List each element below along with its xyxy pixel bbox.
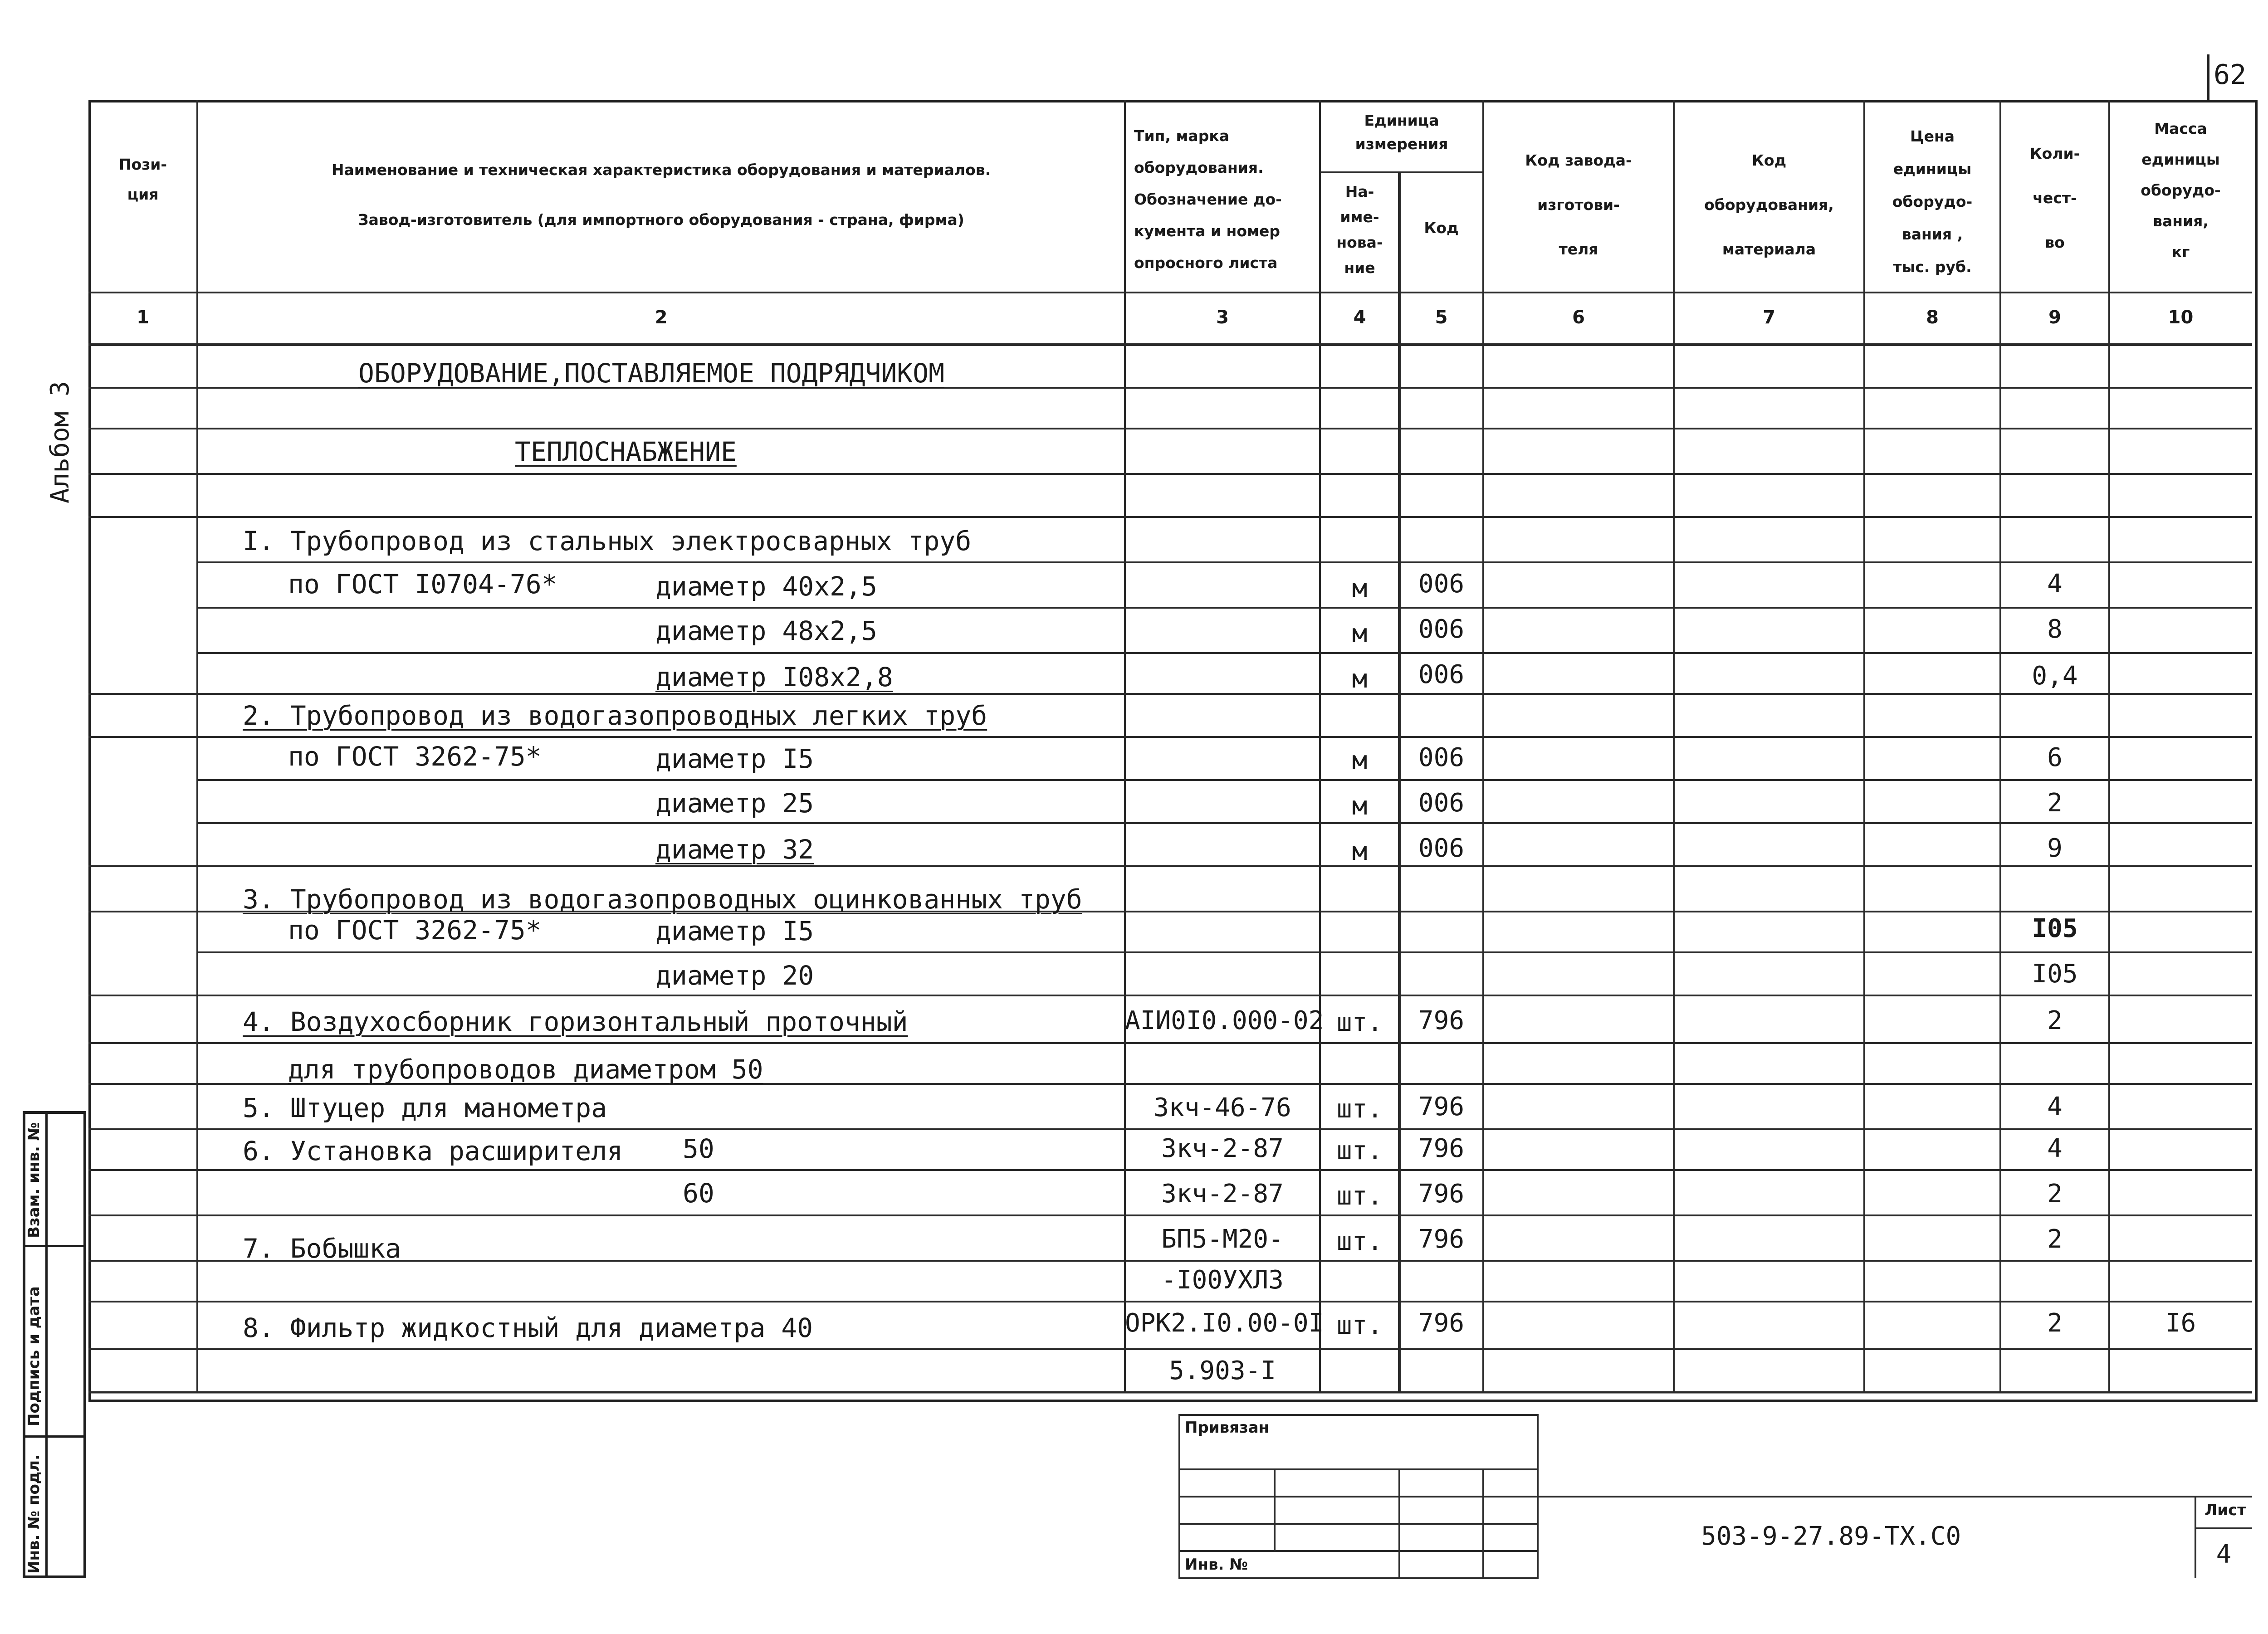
stamp-sheet-label: Лист	[2204, 1501, 2246, 1519]
row-17-code: 796	[1418, 1224, 1465, 1254]
row-16-qty: 2	[2047, 1179, 2063, 1209]
stamp-inv-no: Инв. №	[1185, 1556, 1248, 1574]
row-15-dia: 50	[683, 1133, 714, 1164]
row-15-type: 3кч-2-87	[1161, 1134, 1284, 1163]
row-17-unit: шт.	[1336, 1227, 1383, 1256]
row-5-name: 2. Трубопровод из водогазопроводных легких труб	[243, 700, 987, 731]
col-number-7: 7	[1763, 307, 1775, 328]
col-number-1: 1	[137, 307, 149, 328]
row-14-unit: шт.	[1336, 1094, 1383, 1124]
row-1-name: I. Трубопровод из стальных электросварных труб	[243, 526, 972, 556]
row-16-dia: 60	[683, 1178, 714, 1209]
col-number-5: 5	[1435, 307, 1448, 328]
row-19-name: 8. Фильтр жидкостный для диаметра 40	[243, 1312, 813, 1343]
row-19-mass: I6	[2165, 1308, 2196, 1338]
row-8-code: 006	[1418, 834, 1465, 863]
side-label-podpis: Подпись и дата	[25, 1286, 43, 1426]
row-16-code: 796	[1418, 1179, 1465, 1209]
header-col6: Код завода- изготови- теля	[1525, 151, 1632, 258]
header-col5: Код	[1424, 219, 1459, 237]
row-2-code: 006	[1418, 569, 1465, 599]
col-number-4: 4	[1353, 307, 1366, 328]
row-6-code: 006	[1418, 743, 1465, 772]
row-4-qty: 0,4	[2032, 661, 2078, 691]
row-3-unit: м	[1352, 619, 1368, 649]
row-10-dia: диаметр I5	[655, 916, 814, 946]
row-15-code: 796	[1418, 1134, 1465, 1163]
row-8-qty: 9	[2047, 834, 2063, 863]
section-heading-equipment: ОБОРУДОВАНИЕ,ПОСТАВЛЯЕМОЕ ПОДРЯДЧИКОМ	[358, 358, 945, 389]
row-15-qty: 4	[2047, 1134, 2063, 1163]
row-6-name: по ГОСТ 3262-75*	[288, 741, 542, 772]
row-4-dia: диаметр I08х2,8	[655, 662, 893, 693]
row-10-qty: I05	[2032, 914, 2078, 943]
row-6-unit: м	[1352, 746, 1368, 776]
row-17-type: БП5-М20-	[1161, 1224, 1284, 1254]
col-number-10: 10	[2168, 307, 2194, 328]
row-18-type: -I00УХЛ3	[1161, 1265, 1284, 1295]
col-number-2: 2	[655, 307, 668, 328]
row-7-unit: м	[1352, 791, 1368, 821]
side-label-vzam: Взам. инв. №	[25, 1122, 43, 1238]
stamp-sheet-number: 4	[2216, 1540, 2232, 1569]
row-3-dia: диаметр 48х2,5	[655, 615, 877, 646]
row-17-qty: 2	[2047, 1224, 2063, 1254]
row-15-unit: шт.	[1336, 1136, 1383, 1166]
row-7-qty: 2	[2047, 788, 2063, 818]
col-number-8: 8	[1926, 307, 1939, 328]
row-2-dia: диаметр 40х2,5	[655, 571, 877, 602]
row-6-dia: диаметр I5	[655, 743, 814, 774]
stamp-doc-code: 503-9-27.89-ТХ.С0	[1701, 1522, 1961, 1551]
row-7-code: 006	[1418, 788, 1465, 818]
row-8-dia: диаметр 32	[655, 834, 814, 865]
row-19-type: ОРК2.I0.00-0I	[1125, 1308, 1324, 1338]
row-2-name: по ГОСТ I0704-76*	[288, 569, 557, 600]
col-number-9: 9	[2048, 307, 2061, 328]
header-col2: Наименование и техническая характеристика оборудования и материалов. Завод-изготовитель (для импортного оборудования - страна, фирма)	[331, 161, 991, 229]
row-15-name: 6. Установка расширителя	[243, 1136, 623, 1166]
section-heading-heating: ТЕПЛОСНАБЖЕНИЕ	[515, 436, 737, 467]
row-14-code: 796	[1418, 1092, 1465, 1122]
row-3-code: 006	[1418, 615, 1465, 644]
header-col45: Единица измерения	[1355, 112, 1448, 153]
row-12-qty: 2	[2047, 1006, 2063, 1035]
header-col3: Тип, марка оборудования. Обозначение до- кумента и номер опросного листа	[1134, 127, 1282, 272]
row-8-unit: м	[1352, 837, 1368, 866]
row-2-unit: м	[1352, 574, 1368, 603]
header-col9: Коли- чест- во	[2029, 145, 2080, 251]
row-7-dia: диаметр 25	[655, 788, 814, 819]
corner-page-number: 62	[2214, 59, 2247, 91]
row-6-qty: 6	[2047, 743, 2063, 772]
col-number-3: 3	[1216, 307, 1229, 328]
row-4-unit: м	[1352, 664, 1368, 694]
row-11-qty: I05	[2032, 959, 2078, 989]
row-9-name: 3. Трубопровод из водогазопроводных оцинкованных труб	[243, 884, 1082, 915]
row-3-qty: 8	[2047, 615, 2063, 644]
row-2-qty: 4	[2047, 569, 2063, 599]
header-col8: Цена единицы оборудо- вания , тыс. руб.	[1892, 127, 1973, 276]
side-label-inv-podl: Инв. № подл.	[25, 1454, 43, 1574]
row-19-code: 796	[1418, 1308, 1465, 1338]
header-col4: На- име- нова- ние	[1336, 183, 1383, 277]
row-12-name: 4. Воздухосборник горизонтальный проточный	[243, 1006, 908, 1037]
row-11-dia: диаметр 20	[655, 960, 814, 991]
row-19-qty: 2	[2047, 1308, 2063, 1338]
row-4-code: 006	[1418, 660, 1465, 689]
row-12-type: АIИ0I0.000-02	[1125, 1006, 1324, 1035]
row-13-name: для трубопроводов диаметром 50	[288, 1054, 763, 1085]
header-col7: Код оборудования, материала	[1704, 151, 1834, 258]
row-16-unit: шт.	[1336, 1181, 1383, 1211]
row-14-type: 3кч-46-76	[1154, 1093, 1291, 1122]
row-14-name: 5. Штуцер для манометра	[243, 1093, 607, 1123]
album-label: Альбом 3	[45, 381, 75, 503]
row-12-unit: шт.	[1336, 1008, 1383, 1037]
row-20-type: 5.903-I	[1168, 1356, 1276, 1385]
col-number-6: 6	[1572, 307, 1585, 328]
row-19-unit: шт.	[1336, 1311, 1383, 1340]
row-16-type: 3кч-2-87	[1161, 1179, 1284, 1209]
row-10-name: по ГОСТ 3262-75*	[288, 915, 542, 946]
row-14-qty: 4	[2047, 1092, 2063, 1122]
row-17-name: 7. Бобышка	[243, 1233, 401, 1264]
header-col10: Масса единицы оборудо- вания, кг	[2141, 120, 2221, 261]
header-col1: Пози- ция	[118, 156, 167, 203]
row-12-code: 796	[1418, 1006, 1465, 1035]
stamp-privyazan: Привязан	[1185, 1419, 1270, 1437]
